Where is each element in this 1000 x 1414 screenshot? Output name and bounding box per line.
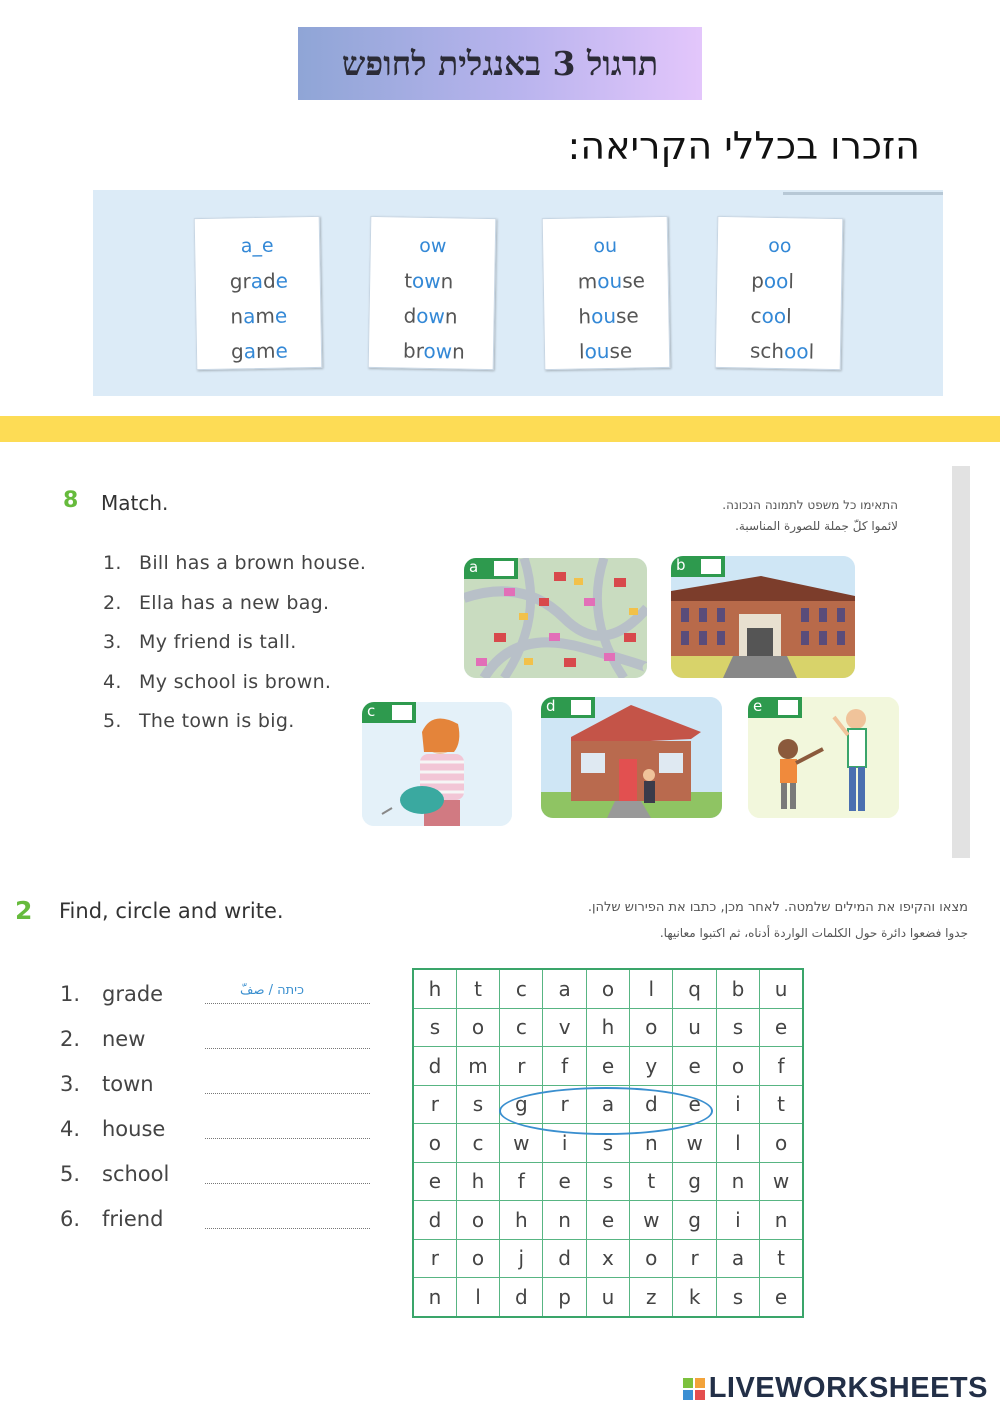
grid-cell[interactable]: i bbox=[716, 1201, 759, 1240]
phonics-word: pool bbox=[751, 268, 795, 294]
page-title: תרגול 3 באנגלית לחופש bbox=[341, 43, 659, 83]
grid-cell[interactable]: s bbox=[456, 1085, 499, 1124]
grid-row bbox=[413, 1162, 803, 1201]
grid-row bbox=[413, 1008, 803, 1047]
grid-cell[interactable]: a bbox=[543, 969, 586, 1008]
grid-cell[interactable]: t bbox=[630, 1162, 673, 1201]
phonics-card bbox=[194, 216, 323, 370]
grid-cell[interactable]: t bbox=[760, 1085, 803, 1124]
grid-cell[interactable]: d bbox=[413, 1201, 456, 1240]
grid-cell[interactable]: g bbox=[673, 1162, 716, 1201]
grid-cell[interactable]: t bbox=[760, 1239, 803, 1278]
word-search-grid[interactable] bbox=[412, 968, 804, 1318]
grid-cell[interactable]: d bbox=[630, 1085, 673, 1124]
grid-cell[interactable]: m bbox=[456, 1047, 499, 1086]
grid-cell[interactable]: t bbox=[456, 969, 499, 1008]
grid-cell[interactable]: h bbox=[500, 1201, 543, 1240]
grid-cell[interactable]: e bbox=[673, 1047, 716, 1086]
exercise-2-instruction-ar: جدوا فضعوا دائرة حول الكلمات الواردة أدناه، ثم اكتبوا معانيها. bbox=[659, 926, 968, 940]
phonics-word: house bbox=[578, 303, 639, 329]
find-word-item: 3. town bbox=[60, 1072, 154, 1096]
page-title-banner bbox=[298, 27, 702, 100]
phonics-pattern: ou bbox=[593, 234, 618, 258]
word-circle-grade bbox=[499, 1087, 713, 1135]
picture-a bbox=[464, 558, 647, 678]
grid-cell[interactable]: c bbox=[500, 1008, 543, 1047]
grid-cell[interactable]: h bbox=[456, 1162, 499, 1201]
match-sentence: 4. My school is brown. bbox=[103, 670, 332, 693]
answer-box-e[interactable] bbox=[778, 700, 798, 715]
exercise-2-number: 2 bbox=[15, 896, 33, 925]
grid-cell[interactable]: o bbox=[413, 1124, 456, 1163]
phonics-pattern: ow bbox=[419, 234, 447, 258]
grid-cell[interactable]: a bbox=[586, 1085, 629, 1124]
grid-cell[interactable]: s bbox=[586, 1162, 629, 1201]
match-sentence: 1. Bill has a brown house. bbox=[103, 552, 367, 574]
picture-e-tag: e bbox=[748, 697, 802, 718]
phonics-panel bbox=[93, 190, 943, 396]
picture-c bbox=[362, 702, 512, 826]
grid-cell[interactable]: n bbox=[716, 1162, 759, 1201]
grid-cell[interactable]: o bbox=[716, 1047, 759, 1086]
page-edge-shadow bbox=[952, 466, 970, 858]
grid-cell[interactable]: g bbox=[673, 1201, 716, 1240]
grid-cell[interactable]: c bbox=[500, 969, 543, 1008]
find-word-item: 2. new bbox=[60, 1027, 146, 1051]
answer-line[interactable] bbox=[205, 1227, 370, 1229]
match-sentence: 5. The town is big. bbox=[103, 710, 295, 732]
phonics-word: name bbox=[230, 303, 288, 329]
exercise-8-instruction-ar: لائموا كلّ جملة للصورة المناسبة. bbox=[735, 519, 898, 533]
grid-cell[interactable]: b bbox=[716, 969, 759, 1008]
grid-cell[interactable]: q bbox=[673, 969, 716, 1008]
phonics-word: cool bbox=[750, 303, 792, 329]
grid-cell[interactable]: f bbox=[500, 1162, 543, 1201]
picture-d-tag: d bbox=[541, 697, 595, 718]
picture-c-tag: c bbox=[362, 702, 416, 723]
grid-cell[interactable]: u bbox=[760, 969, 803, 1008]
grid-cell[interactable]: i bbox=[716, 1085, 759, 1124]
faded-caption bbox=[783, 192, 943, 195]
answer-line[interactable] bbox=[205, 1182, 370, 1184]
phonics-pattern: oo bbox=[768, 234, 792, 258]
grid-cell[interactable]: s bbox=[716, 1008, 759, 1047]
grid-cell[interactable]: l bbox=[716, 1124, 759, 1163]
phonics-word: louse bbox=[578, 338, 633, 364]
liveworksheets-logo: LIVEWORKSHEETS bbox=[683, 1372, 988, 1405]
answer-line[interactable] bbox=[205, 1002, 370, 1004]
grid-cell[interactable]: s bbox=[586, 1124, 629, 1163]
grid-cell[interactable]: c bbox=[456, 1124, 499, 1163]
find-word-item: 4. house bbox=[60, 1117, 166, 1141]
grid-cell[interactable]: e bbox=[760, 1278, 803, 1317]
grid-cell[interactable]: e bbox=[413, 1162, 456, 1201]
match-sentence: 3. My friend is tall. bbox=[103, 631, 297, 653]
grid-row bbox=[413, 1201, 803, 1240]
grid-cell[interactable]: g bbox=[500, 1085, 543, 1124]
grid-cell[interactable]: s bbox=[413, 1008, 456, 1047]
grid-cell[interactable]: n bbox=[413, 1278, 456, 1317]
grid-cell[interactable]: o bbox=[456, 1201, 499, 1240]
answer-box-d[interactable] bbox=[571, 700, 591, 715]
exercise-8-number: 8 bbox=[63, 488, 79, 513]
logo-icon bbox=[683, 1378, 705, 1400]
grid-cell[interactable]: x bbox=[586, 1239, 629, 1278]
grid-cell[interactable]: o bbox=[630, 1239, 673, 1278]
grid-cell[interactable]: n bbox=[630, 1124, 673, 1163]
grid-cell[interactable]: r bbox=[413, 1239, 456, 1278]
grid-cell[interactable]: k bbox=[673, 1278, 716, 1317]
grid-cell[interactable]: r bbox=[413, 1085, 456, 1124]
grid-cell[interactable]: a bbox=[716, 1239, 759, 1278]
answer-text: כיתה / صفّ bbox=[240, 983, 304, 998]
answer-line[interactable] bbox=[205, 1047, 370, 1049]
grid-cell[interactable]: f bbox=[760, 1047, 803, 1086]
grid-cell[interactable]: l bbox=[456, 1278, 499, 1317]
section-divider bbox=[0, 416, 1000, 442]
grid-cell[interactable]: i bbox=[543, 1124, 586, 1163]
grid-row bbox=[413, 1047, 803, 1086]
grid-cell[interactable]: e bbox=[543, 1162, 586, 1201]
find-word-item: 6. friend bbox=[60, 1207, 164, 1231]
grid-cell[interactable]: z bbox=[630, 1278, 673, 1317]
phonics-word: down bbox=[403, 303, 458, 329]
exercise-8-instruction-he: התאימו כל משפט לתמונה הנכונה. bbox=[722, 498, 898, 512]
grid-row bbox=[413, 969, 803, 1008]
grid-cell[interactable]: y bbox=[630, 1047, 673, 1086]
grid-cell[interactable]: u bbox=[586, 1278, 629, 1317]
grid-cell[interactable]: e bbox=[586, 1047, 629, 1086]
grid-cell[interactable]: o bbox=[456, 1239, 499, 1278]
grid-cell[interactable]: l bbox=[630, 969, 673, 1008]
grid-cell[interactable]: d bbox=[543, 1239, 586, 1278]
picture-e bbox=[748, 697, 899, 818]
grid-cell[interactable]: w bbox=[760, 1162, 803, 1201]
match-sentence: 2. Ella has a new bag. bbox=[103, 591, 330, 614]
grid-cell[interactable]: w bbox=[500, 1124, 543, 1163]
exercise-2-title: Find, circle and write. bbox=[59, 899, 284, 923]
picture-d bbox=[541, 697, 722, 818]
grid-cell[interactable]: o bbox=[456, 1008, 499, 1047]
phonics-word: mouse bbox=[577, 268, 646, 294]
grid-cell[interactable]: s bbox=[716, 1278, 759, 1317]
phonics-word: town bbox=[404, 268, 454, 294]
grid-cell[interactable]: d bbox=[413, 1047, 456, 1086]
find-word-item: 5. school bbox=[60, 1162, 170, 1186]
grid-cell[interactable]: e bbox=[586, 1201, 629, 1240]
grid-cell[interactable]: n bbox=[543, 1201, 586, 1240]
exercise-8-title: Match. bbox=[101, 491, 169, 515]
phonics-card bbox=[542, 216, 671, 370]
grid-cell[interactable]: o bbox=[630, 1008, 673, 1047]
grid-cell[interactable]: h bbox=[413, 969, 456, 1008]
phonics-word: school bbox=[749, 338, 815, 364]
grid-cell[interactable]: e bbox=[673, 1085, 716, 1124]
phonics-card bbox=[368, 216, 497, 370]
grid-cell[interactable]: n bbox=[760, 1201, 803, 1240]
grid-row bbox=[413, 1278, 803, 1317]
phonics-word: grade bbox=[229, 268, 289, 294]
phonics-word: brown bbox=[402, 338, 465, 364]
grid-cell[interactable]: d bbox=[500, 1278, 543, 1317]
grid-cell[interactable]: v bbox=[543, 1008, 586, 1047]
exercise-2-instruction-he: מצאו והקיפו את המילים שלמטה. לאחר מכן, כתבו את הפירוש שלהן. bbox=[587, 900, 968, 915]
grid-cell[interactable]: w bbox=[630, 1201, 673, 1240]
grid-cell[interactable]: p bbox=[543, 1278, 586, 1317]
grid-cell[interactable]: o bbox=[586, 969, 629, 1008]
phonics-card bbox=[715, 216, 844, 370]
picture-b-tag: b bbox=[671, 556, 725, 577]
picture-a-tag: a bbox=[464, 558, 518, 579]
grid-cell[interactable]: r bbox=[543, 1085, 586, 1124]
phonics-pattern: a_e bbox=[240, 234, 274, 258]
grid-cell[interactable]: r bbox=[500, 1047, 543, 1086]
grid-cell[interactable]: r bbox=[673, 1239, 716, 1278]
phonics-word: game bbox=[230, 338, 288, 364]
grid-cell[interactable]: f bbox=[543, 1047, 586, 1086]
grid-cell[interactable]: h bbox=[586, 1008, 629, 1047]
answer-box-b[interactable] bbox=[701, 559, 721, 574]
reading-rules-heading: הזכרו בכללי הקריאה: bbox=[567, 124, 920, 168]
grid-cell[interactable]: u bbox=[673, 1008, 716, 1047]
grid-cell[interactable]: o bbox=[760, 1124, 803, 1163]
find-word-item: 1. grade bbox=[60, 982, 164, 1006]
grid-cell[interactable]: w bbox=[673, 1124, 716, 1163]
answer-line[interactable] bbox=[205, 1137, 370, 1139]
grid-row bbox=[413, 1239, 803, 1278]
grid-cell[interactable]: j bbox=[500, 1239, 543, 1278]
answer-box-a[interactable] bbox=[494, 561, 514, 576]
answer-box-c[interactable] bbox=[392, 705, 412, 720]
answer-line[interactable] bbox=[205, 1092, 370, 1094]
grid-cell[interactable]: e bbox=[760, 1008, 803, 1047]
picture-b bbox=[671, 556, 855, 678]
